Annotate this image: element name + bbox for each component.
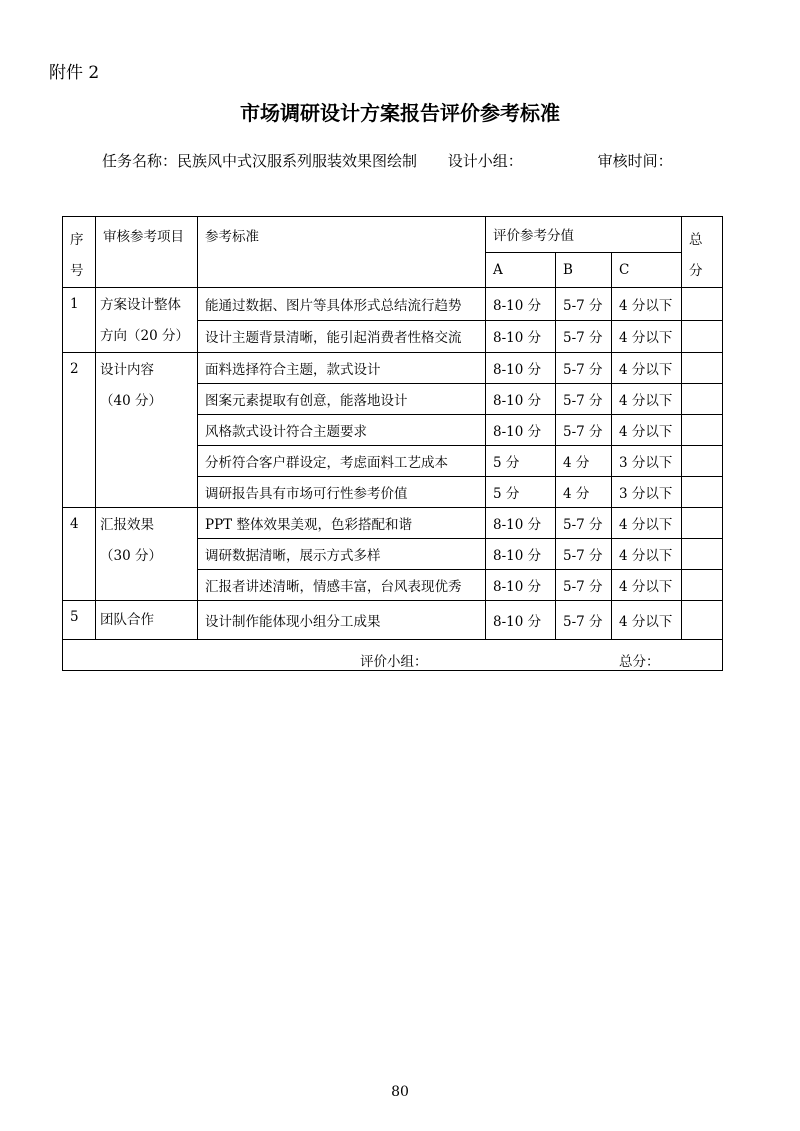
document-title: 市场调研设计方案报告评价参考标准 bbox=[240, 101, 560, 125]
standard-header: 参考标准 bbox=[198, 217, 486, 288]
review-time-label: 审核时间： bbox=[597, 152, 673, 170]
table-row bbox=[63, 288, 723, 321]
standard-cell: 调研报告具有市场可行性参考价值 bbox=[198, 477, 486, 508]
grade-a-cell: 8-10 分 bbox=[486, 288, 556, 321]
standard-cell: 设计制作能体现小组分工成果 bbox=[198, 601, 486, 640]
item-cell bbox=[96, 508, 198, 601]
grade-b-cell: 5-7 分 bbox=[556, 601, 612, 640]
seq-cell: 4 bbox=[63, 508, 96, 601]
grade-b-cell: 5-7 分 bbox=[556, 508, 612, 539]
grade-a-cell: 8-10 分 bbox=[486, 570, 556, 601]
total-cell bbox=[682, 570, 723, 601]
seq-cell: 5 bbox=[63, 601, 96, 640]
total-cell bbox=[682, 288, 723, 321]
grade-a-cell: 8-10 分 bbox=[486, 320, 556, 353]
grade-c-cell: 4 分以下 bbox=[612, 384, 682, 415]
total-cell bbox=[682, 477, 723, 508]
grade-c-cell: 4 分以下 bbox=[612, 353, 682, 384]
total-cell bbox=[682, 539, 723, 570]
evaluation-table bbox=[62, 216, 723, 671]
standard-cell: 风格款式设计符合主题要求 bbox=[198, 415, 486, 446]
total-header-line1: 总 bbox=[689, 232, 703, 248]
grade-a-cell: 8-10 分 bbox=[486, 508, 556, 539]
grade-b-header: B bbox=[556, 252, 612, 288]
grade-a-cell: 8-10 分 bbox=[486, 353, 556, 384]
standard-cell: 图案元素提取有创意，能落地设计 bbox=[198, 384, 486, 415]
grade-b-cell: 5-7 分 bbox=[556, 415, 612, 446]
grade-c-cell: 4 分以下 bbox=[612, 570, 682, 601]
standard-cell: 能通过数据、图片等具体形式总结流行趋势 bbox=[198, 288, 486, 321]
total-cell bbox=[682, 601, 723, 640]
grade-a-cell: 8-10 分 bbox=[486, 384, 556, 415]
grade-b-cell: 4 分 bbox=[556, 477, 612, 508]
evaluation-group-label: 评价小组： bbox=[360, 654, 428, 670]
total-cell bbox=[682, 320, 723, 353]
grade-b-cell: 4 分 bbox=[556, 446, 612, 477]
standard-cell: 汇报者讲述清晰，情感丰富，台风表现优秀 bbox=[198, 570, 486, 601]
total-cell bbox=[682, 353, 723, 384]
task-name: 任务名称：民族风中式汉服系列服装效果图绘制 bbox=[102, 152, 418, 170]
item-line2: （40 分） bbox=[100, 393, 162, 409]
table-row bbox=[63, 601, 723, 640]
grade-a-cell: 5 分 bbox=[486, 477, 556, 508]
item-line1: 设计内容 bbox=[100, 362, 154, 378]
item-line1: 汇报效果 bbox=[100, 517, 154, 533]
seq-header bbox=[63, 217, 96, 288]
grade-b-cell: 5-7 分 bbox=[556, 353, 612, 384]
grade-b-cell: 5-7 分 bbox=[556, 384, 612, 415]
grade-a-cell: 8-10 分 bbox=[486, 601, 556, 640]
grade-c-cell: 4 分以下 bbox=[612, 601, 682, 640]
grade-c-cell: 4 分以下 bbox=[612, 539, 682, 570]
standard-cell: 设计主题背景清晰，能引起消费者性格交流 bbox=[198, 320, 486, 353]
grade-c-cell: 4 分以下 bbox=[612, 415, 682, 446]
total-cell bbox=[682, 446, 723, 477]
seq-header-line1: 序 bbox=[70, 232, 84, 248]
standard-cell: 面料选择符合主题，款式设计 bbox=[198, 353, 486, 384]
grade-c-cell: 4 分以下 bbox=[612, 508, 682, 539]
item-cell bbox=[96, 601, 198, 640]
item-line1: 团队合作 bbox=[100, 611, 154, 628]
item-cell bbox=[96, 353, 198, 508]
total-cell bbox=[682, 384, 723, 415]
grade-b-cell: 5-7 分 bbox=[556, 320, 612, 353]
seq-header-line2: 号 bbox=[70, 263, 84, 279]
grade-b-cell: 5-7 分 bbox=[556, 570, 612, 601]
total-score-label: 总分： bbox=[619, 654, 660, 670]
header-row-1 bbox=[63, 217, 723, 253]
grade-c-cell: 3 分以下 bbox=[612, 446, 682, 477]
page-number: 80 bbox=[391, 1084, 409, 1100]
seq-cell: 2 bbox=[63, 353, 96, 508]
design-group-label: 设计小组： bbox=[447, 152, 523, 170]
grade-c-cell: 4 分以下 bbox=[612, 320, 682, 353]
task-info-line bbox=[102, 150, 673, 171]
table-row bbox=[63, 508, 723, 539]
total-cell bbox=[682, 415, 723, 446]
seq-cell: 1 bbox=[63, 288, 96, 353]
grade-b-cell: 5-7 分 bbox=[556, 539, 612, 570]
grade-b-cell: 5-7 分 bbox=[556, 288, 612, 321]
table-row bbox=[63, 353, 723, 384]
annex-label: 附件 2 bbox=[49, 63, 100, 83]
item-header: 审核参考项目 bbox=[96, 217, 198, 288]
total-cell bbox=[682, 508, 723, 539]
footer-cell bbox=[63, 640, 723, 671]
total-header bbox=[682, 217, 723, 288]
item-line1: 方案设计整体 bbox=[100, 297, 181, 313]
grade-c-cell: 4 分以下 bbox=[612, 288, 682, 321]
standard-cell: PPT 整体效果美观，色彩搭配和谐 bbox=[198, 508, 486, 539]
grade-a-cell: 8-10 分 bbox=[486, 415, 556, 446]
standard-cell: 分析符合客户群设定，考虑面料工艺成本 bbox=[198, 446, 486, 477]
item-line2: 方向（20 分） bbox=[100, 328, 189, 344]
item-line2: （30 分） bbox=[100, 548, 162, 564]
grade-c-header: C bbox=[612, 252, 682, 288]
total-header-line2: 分 bbox=[689, 263, 703, 279]
standard-cell: 调研数据清晰，展示方式多样 bbox=[198, 539, 486, 570]
grade-c-cell: 3 分以下 bbox=[612, 477, 682, 508]
grade-a-header: A bbox=[486, 252, 556, 288]
grade-a-cell: 5 分 bbox=[486, 446, 556, 477]
grade-a-cell: 8-10 分 bbox=[486, 539, 556, 570]
score-group-header: 评价参考分值 bbox=[486, 217, 682, 253]
item-cell bbox=[96, 288, 198, 353]
footer-row bbox=[63, 640, 723, 671]
